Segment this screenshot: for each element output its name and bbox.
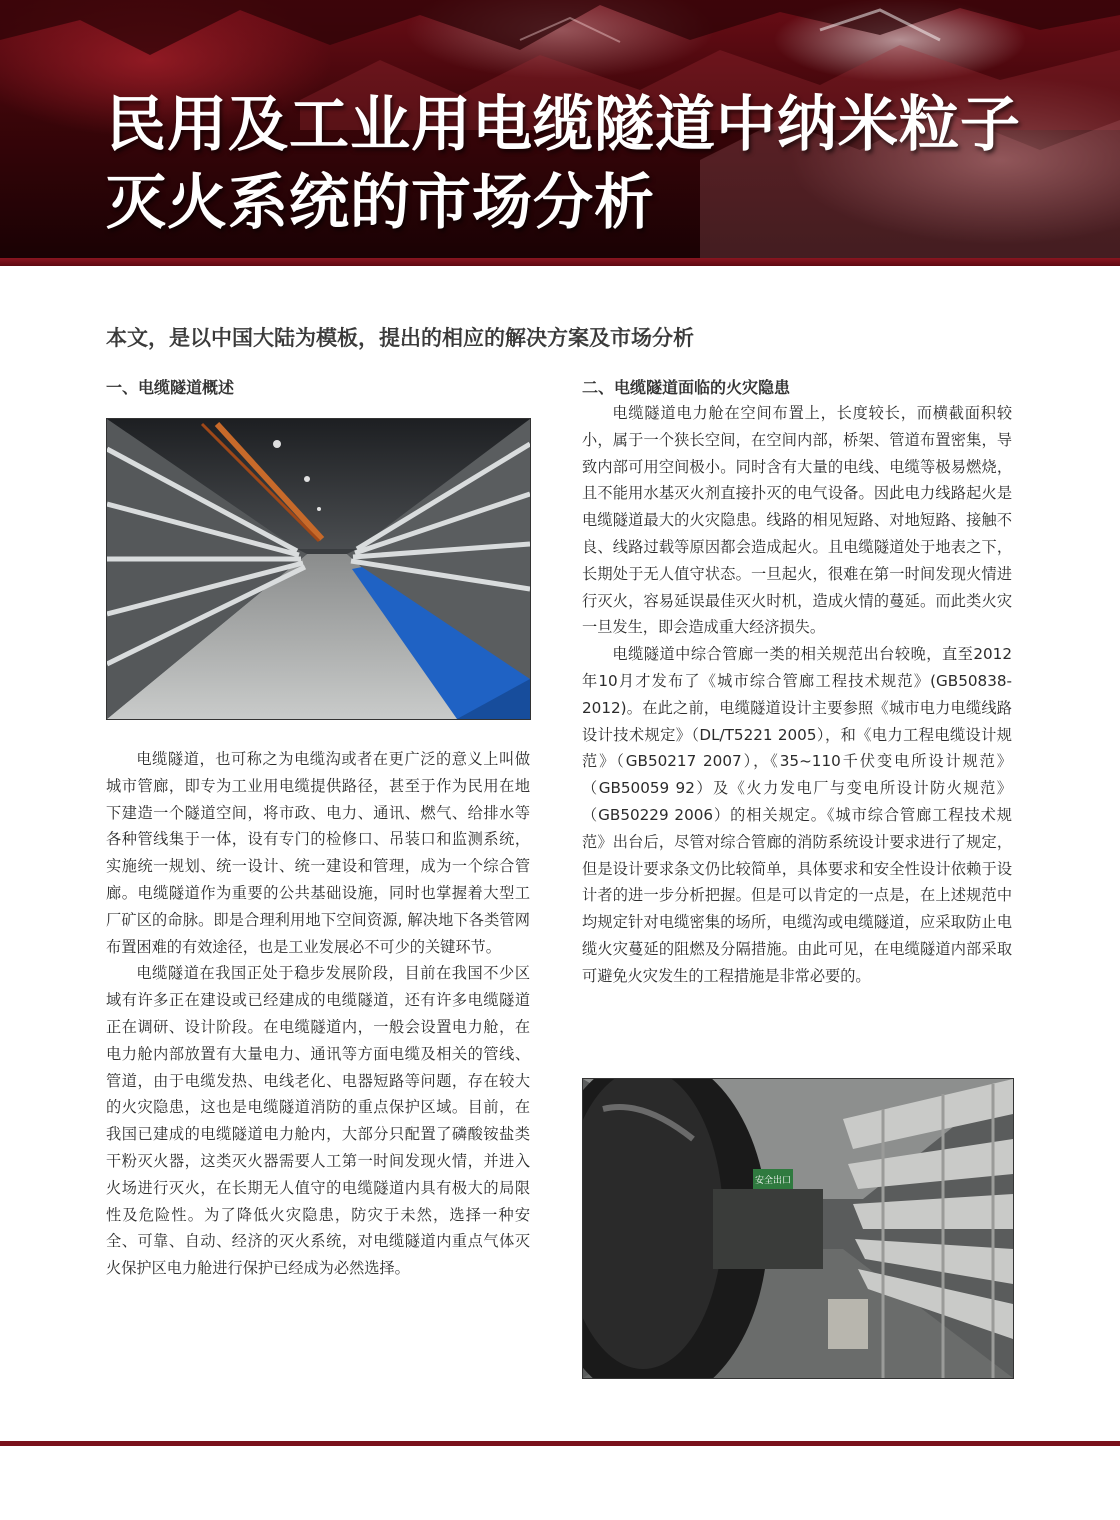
page-title — [106, 86, 1021, 242]
exit-sign-text: 安全出口 — [754, 1176, 792, 1186]
section1-body — [106, 746, 530, 1282]
cable-tunnel-photo-2 — [582, 1078, 1014, 1379]
section2-paragraph: 电缆隧道电力舱在空间布置上，长度较长，而横截面积较小，属于一个狭长空间，在空间内部，桥架、管道布置密集，导致内部可用空间极小。同时含有大量的电线、电缆等极易燃烧，且不能用水基灭火剂直接扑灭的电气设备。因此电力线路起火是电缆隧道最大的火灾隐患。线路的相见短路、对地短路、接触不良、线路过载等原因都会造成起火。且电缆隧道处于地表之下，长期处于无人值守状态。一旦起火，很难在第一时间发现火情进行灭火，容易延误最佳灭火时机，造成火情的蔓延。而此类火灾一旦发生，即会造成重大经济损失。 — [582, 404, 1012, 637]
footer-divider — [0, 1441, 1120, 1446]
banner-divider — [0, 258, 1120, 266]
intro-subtitle: 本文，是以中国大陆为模板，提出的相应的解决方案及市场分析 — [106, 326, 694, 350]
section2-paragraph: 电缆隧道中综合管廊一类的相关规范出台较晚，直至2012年10月才发布了《城市综合管廊工程技术规范》(GB50838-2012)。在此之前，电缆隧道设计主要参照《城市电力电缆线路设计技术规定》（DL/T5221 2005），和《电力工程电缆设计规范》（GB50217 2007），《35~110千伏变电所设计规范》（GB50059 92）及《火力发电厂与变电所设计防火规范》（GB50229 2006）的相关规定。《城市综合管廊工程技术规范》出台后，尽管对综合管廊的消防系统设计要求进行了规定，但是设计要求条文仍比较简单，具体要求和安全性设计依赖于设计者的进一步分析把握。但是可以肯定的一点是，在上述规范中均规定针对电缆密集的场所，电缆沟或电缆隧道，应采取防止电缆火灾蔓延的阻燃及分隔措施。由此可见，在电缆隧道内部采取可避免火灾发生的工程措施是非常必要的。 — [582, 645, 1012, 985]
section1-paragraph: 电缆隧道，也可称之为电缆沟或者在更广泛的意义上叫做城市管廊，即专为工业用电缆提供路径，甚至于作为民用在地下建造一个隧道空间，将市政、电力、通讯、燃气、给排水等各种管线集于一体，设有专门的检修口、吊装口和监测系统，实施统一规划、统一设计、统一建设和管理，成为一个综合管廊。电缆隧道作为重要的公共基础设施，同时也掌握着大型工厂矿区的命脉。即是合理利用地下空间资源, 解决地下各类管网布置困难的有效途径，也是工业发展必不可少的关键环节。 — [106, 750, 530, 956]
cable-tunnel-photo-1 — [106, 418, 531, 720]
header-banner — [0, 0, 1120, 258]
title-line-2: 灭火系统的市场分析 — [106, 168, 655, 238]
section1-paragraph: 电缆隧道在我国正处于稳步发展阶段，目前在我国不少区域有许多正在建设或已经建成的电缆隧道，还有许多电缆隧道正在调研、设计阶段。在电缆隧道内，一般会设置电力舱，在电力舱内部放置有大量电力、通讯等方面电缆及相关的管线、管道，由于电缆发热、电线老化、电器短路等问题，存在较大的火灾隐患，这也是电缆隧道消防的重点保护区域。目前，在我国已建成的电缆隧道电力舱内，大部分只配置了磷酸铵盐类干粉灭火器，这类灭火器需要人工第一时间发现火情，并进入火场进行灭火，在长期无人值守的电缆隧道内具有极大的局限性及危险性。为了降低火灾隐患，防灾于未然，选择一种安全、可靠、自动、经济的灭火系统，对电缆隧道内重点气体灭火保护区电力舱进行保护已经成为必然选择。 — [106, 964, 530, 1278]
title-line-1: 民用及工业用电缆隧道中纳米粒子 — [106, 90, 1021, 160]
section2-heading: 二、电缆隧道面临的火灾隐患 — [582, 378, 791, 397]
section2-body — [582, 400, 1012, 990]
section1-heading: 一、电缆隧道概述 — [106, 378, 235, 397]
